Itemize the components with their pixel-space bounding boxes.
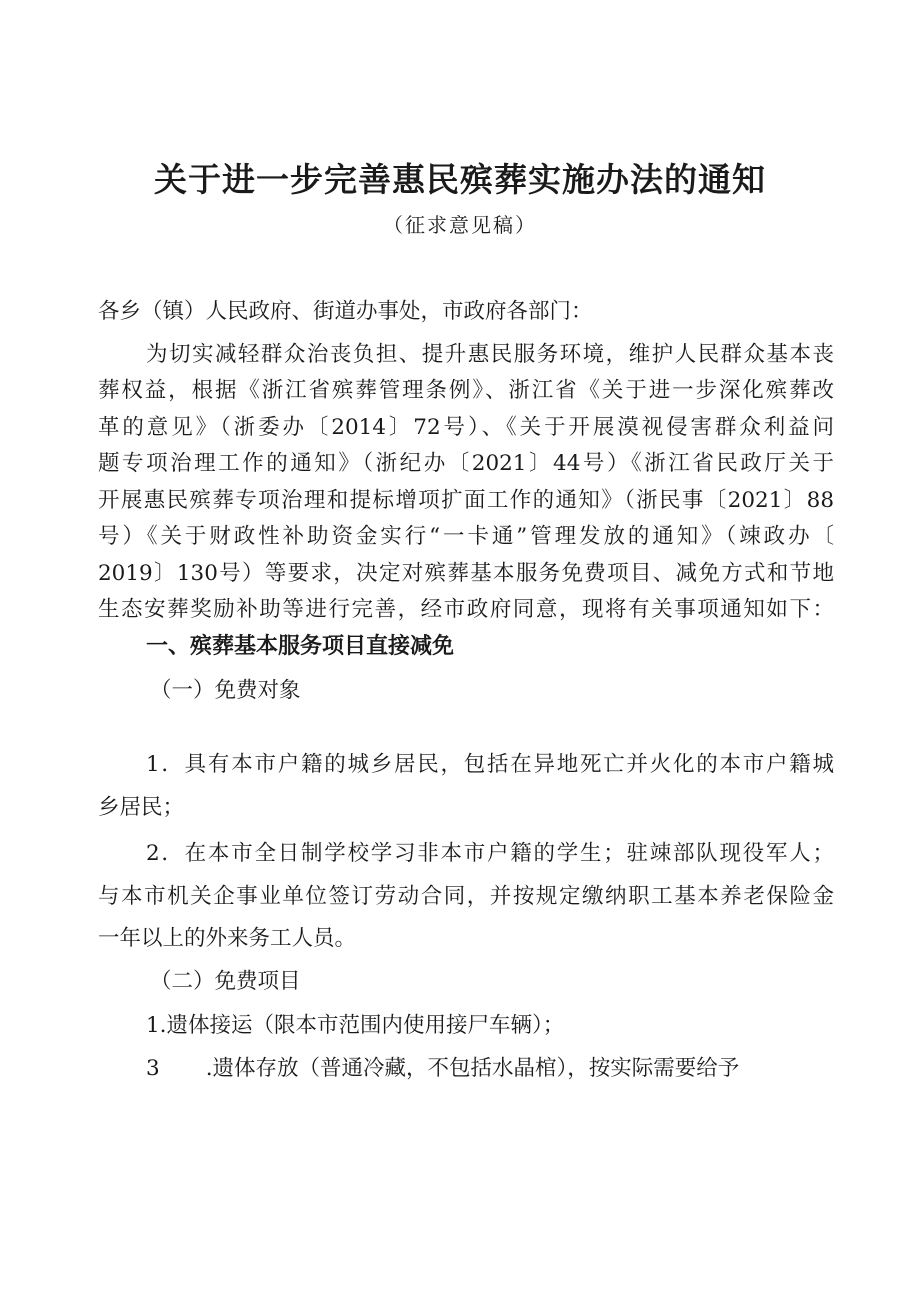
list-item-line: 2．在本市全日制学校学习非本市户籍的学生；驻竦部队现役军人；: [146, 841, 834, 866]
intro-line: 号）《关于财政性补助资金实行“一卡通”管理发放的通知》（竦政办〔: [98, 524, 834, 549]
intro-line: 革的意见》（浙委办〔2014〕72号）、《关于开展漠视侵害群众利益问: [98, 415, 834, 440]
document-title: 关于进一步完善惠民殡葬实施办法的通知: [154, 160, 766, 199]
list-item-line: 1．具有本市户籍的城乡居民，包括在异地死亡并火化的本市户籍城: [146, 752, 834, 777]
list-item-line: 1.遗体接运（限本市范围内使用接尸车辆）；: [146, 1013, 565, 1038]
document-subtitle: （征求意见稿）: [383, 213, 537, 237]
salutation: 各乡（镇）人民政府、街道办事处，市政府各部门：: [98, 299, 593, 324]
list-item-number: 3: [146, 1056, 160, 1081]
list-item-line: 与本市机关企事业单位签订劳动合同，并按规定缴纳职工基本养老保险金: [98, 884, 834, 909]
subsection-heading: （二）免费项目: [150, 969, 301, 994]
list-item-text: .遗体存放（普通冷藏，不包括水晶棺），按实际需要给予: [205, 1056, 740, 1081]
intro-line: 生态安葬奖励补助等进行完善，经市政府同意，现将有关事项通知如下：: [98, 597, 834, 622]
list-item-line: 一年以上的外来务工人员。: [98, 926, 357, 951]
intro-line: 题专项治理工作的通知》（浙纪办〔2021〕44号）《浙江省民政厅关于: [98, 451, 834, 476]
list-item-line: [146, 1051, 834, 1087]
intro-line: 葬权益，根据《浙江省殡葬管理条例》、浙江省《关于进一步深化殡葬改: [98, 378, 834, 403]
intro-line: 开展惠民殡葬专项治理和提标增项扩面工作的通知》（浙民事〔2021〕88: [98, 488, 834, 513]
intro-line: 为切实减轻群众治丧负担、提升惠民服务环境，维护人民群众基本丧: [146, 342, 834, 367]
intro-line: 2019〕130号）等要求，决定对殡葬基本服务免费项目、减免方式和节地: [98, 561, 834, 586]
section-heading: 一、殡葬基本服务项目直接减免: [146, 634, 455, 659]
list-item-line: 乡居民；: [98, 795, 185, 820]
subsection-heading: （一）免费对象: [150, 678, 301, 703]
